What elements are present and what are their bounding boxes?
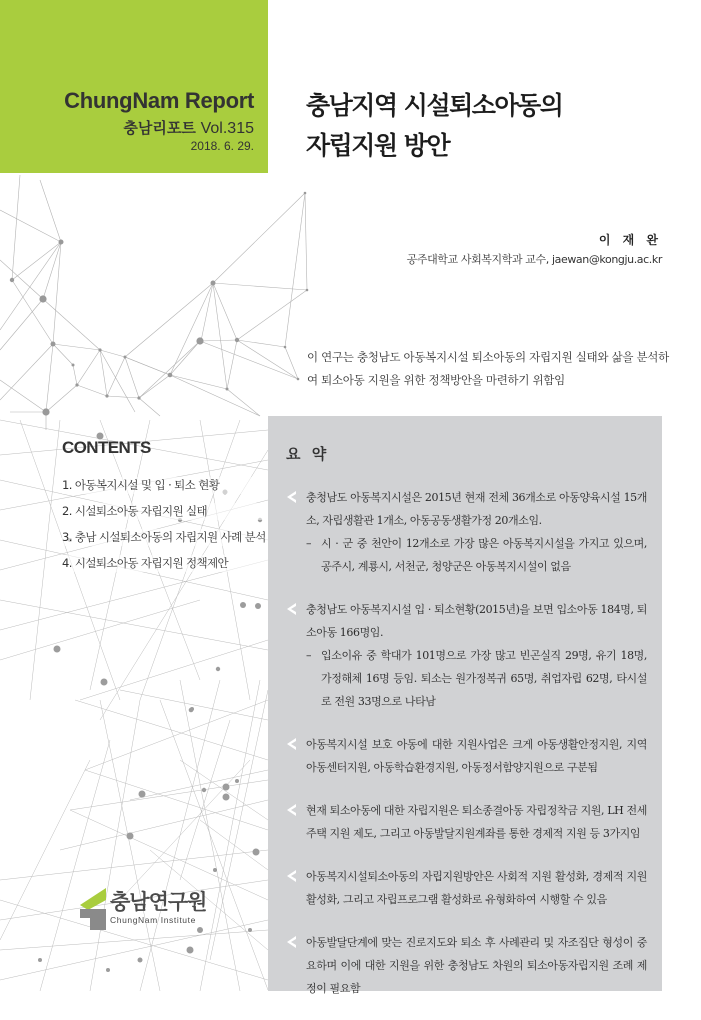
chevron-left-icon [287,870,296,882]
summary-panel [268,416,662,995]
chevron-left-icon [287,936,296,948]
bullet-subitem: – 입소이유 중 학대가 101명으로 가장 많고 빈곤실직 29명, 유기 18명, 가정해체 16명 등임. 퇴소는 원가정복귀 65명, 취업자립 62명, 타시설로 전원 33명으로 나타남 [306,644,647,713]
summary-bullet [287,733,647,779]
contents-item: 3. 충남 시설퇴소아동의 자립지원 사례 분석 [62,529,277,546]
series-name-ko: 충남리포트 [123,119,196,137]
summary-bullet [287,799,647,845]
chevron-left-icon [287,738,296,750]
table-of-contents [62,438,277,581]
bullet-text: 충청남도 아동복지시설 입 · 퇴소현황(2015년)을 보면 입소아동 184명, 퇴소아동 166명임. [306,603,647,639]
bullet-text: 아동복지시설 보호 아동에 대한 지원사업은 크게 아동생활안정지원, 지역아동센터지원, 아동학습환경지원, 아동정서함양지원으로 구분됨 [306,738,647,774]
intro-text: 이 연구는 충청남도 아동복지시설 퇴소아동의 자립지원 실태와 삶을 분석하여 퇴소아동 지원을 위한 정책방안을 마련하기 위함임 [307,350,669,387]
logo-name-en: ChungNam Institute [110,915,196,925]
chevron-left-icon [287,603,296,615]
series-title-en: ChungNam Report [64,88,254,113]
chevron-left-icon [287,804,296,816]
contents-list [62,477,277,572]
title-line-2: 자립지원 방안 [306,131,450,160]
summary-bullet [287,598,647,713]
author-name: 이 재 완 [598,233,662,247]
summary-bullets [287,486,647,1020]
series-title-ko [123,117,254,138]
logo-mark-icon [80,888,108,930]
author-affiliation: 공주대학교 사회복지학과 교수, jaewan@kongju.ac.kr [406,253,662,266]
bullet-text: 아동발달단계에 맞는 진로지도와 퇴소 후 사례관리 및 자조집단 형성이 중요하며 이에 대한 지원을 위한 충청남도 차원의 퇴소아동자립지원 조례 제정이 필요함 [306,936,647,995]
bullet-text: 충청남도 아동복지시설은 2015년 현재 전체 36개소로 아동양육시설 15개소, 자립생활관 1개소, 아동공동생활가정 20개소임. [306,491,647,527]
author-block [407,231,662,267]
summary-bullet [287,486,647,578]
volume-number: Vol.315 [200,120,254,137]
bullet-subitem: – 시 · 군 중 천안이 12개소로 가장 많은 아동복지시설을 가지고 있으며, 공주시, 계룡시, 서천군, 청양군은 아동복지시설이 없음 [306,532,647,578]
contents-item: 1. 아동복지시설 및 입 · 퇴소 현황 [62,477,277,494]
bullet-text: 아동복지시설퇴소아동의 자립지원방안은 사회적 지원 활성화, 경제적 지원 활성화, 그리고 자립프로그램 활성화로 유형화하여 시행할 수 있음 [306,870,647,906]
contents-title: CONTENTS [62,438,151,457]
page-title [306,86,562,166]
contents-item: 2. 시설퇴소아동 자립지원 실태 [62,503,277,520]
bullet-text: 현재 퇴소아동에 대한 자립지원은 퇴소종결아동 자립정착금 지원, LH 전세 주택 지원 제도, 그리고 아동발달지원계좌를 통한 경제적 지원 등 3가지임 [306,804,647,840]
summary-bullet [287,865,647,911]
report-series-header [0,0,268,173]
publish-date: 2018. 6. 29. [190,139,254,153]
summary-bullet [287,931,647,1000]
logo-name-ko: 충남연구원 [110,890,207,914]
summary-title: 요 약 [286,445,330,463]
chevron-left-icon [287,491,296,503]
title-line-1: 충남지역 시설퇴소아동의 [306,91,563,120]
contents-item: 4. 시설퇴소아동 자립지원 정책제안 [62,555,277,572]
